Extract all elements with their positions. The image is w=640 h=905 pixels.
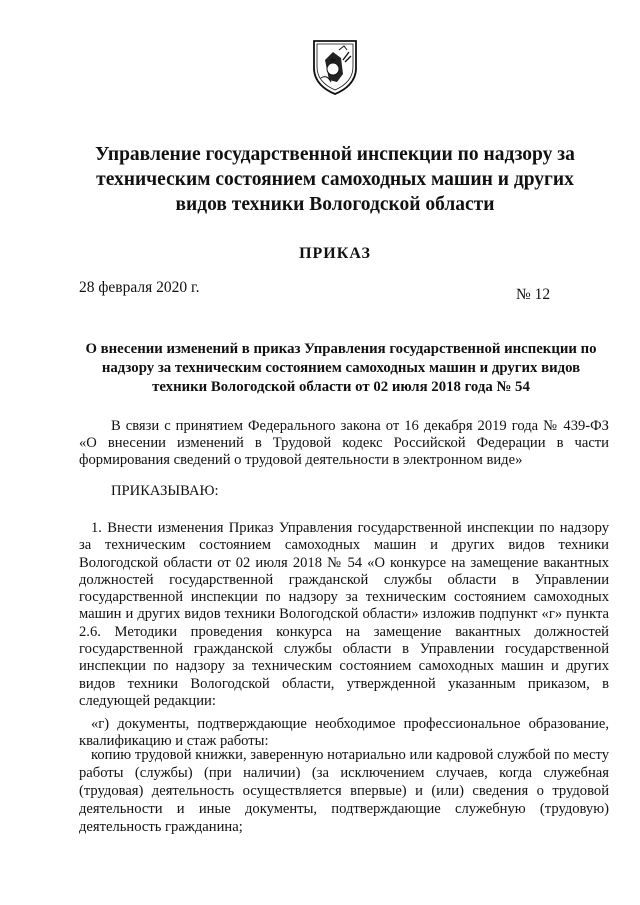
subitem-g-heading: «г) документы, подтверждающие необходимое профессиональное образование, квалификацию и стаж работы: — [79, 716, 609, 749]
preamble-paragraph: В связи с принятием Федерального закона от 16 декабря 2019 года № 439-ФЗ «О внесении изменений в Трудовой кодекс Российской Федерации в части формирования сведений о трудовой деятельности в электронном виде» — [79, 418, 609, 468]
document-number: № 12 — [516, 286, 551, 303]
document-date: 28 февраля 2020 г. — [79, 279, 200, 296]
order-word: ПРИКАЗЫВАЮ: — [111, 483, 219, 499]
organization-name: Управление государственной инспекции по надзору за техническим состоянием самоходных машин и других видов техники Вологодской области — [95, 144, 575, 215]
document-type: ПРИКАЗ — [299, 245, 371, 262]
document-subject: О внесении изменений в приказ Управления государственной инспекции по надзору за техническим состоянием самоходных машин и других видов техники Вологодской области от 02 июля 2018 года № 54 — [85, 341, 597, 395]
item-1-paragraph: 1. Внести изменения Приказ Управления государственной инспекции по надзору за техническим состоянием самоходных машин и других видов техники Вологодской области от 02 июля 2018 № 54 «О конкурсе на замещение вакантных должностей государственной гражданской службы области в Управлении государственной инспекции по надзору за техническим состоянием самоходных машин и других видов техники Вологодской области» изложив подпункт «г» пункта 2.6. Методики проведения конкурса на замещение вакантных должностей государственной гражданской службы области в Управлении государственной инспекции по надзору за техническим состоянием самоходных машин и других видов техники Вологодской области, утвержденной указанным приказом, в следующей редакции: — [79, 520, 609, 709]
vologda-coat-of-arms-icon — [311, 38, 359, 96]
subitem-g-text: копию трудовой книжки, заверенную нотариально или кадровой службой по месту работы (службы) (при наличии) (за исключением случаев, когда служебная (трудовая) деятельность осуществляется впервые) и (или) сведения о трудовой деятельности и иные документы, подтверждающие служебную (трудовую) деятельность гражданина; — [79, 747, 609, 835]
